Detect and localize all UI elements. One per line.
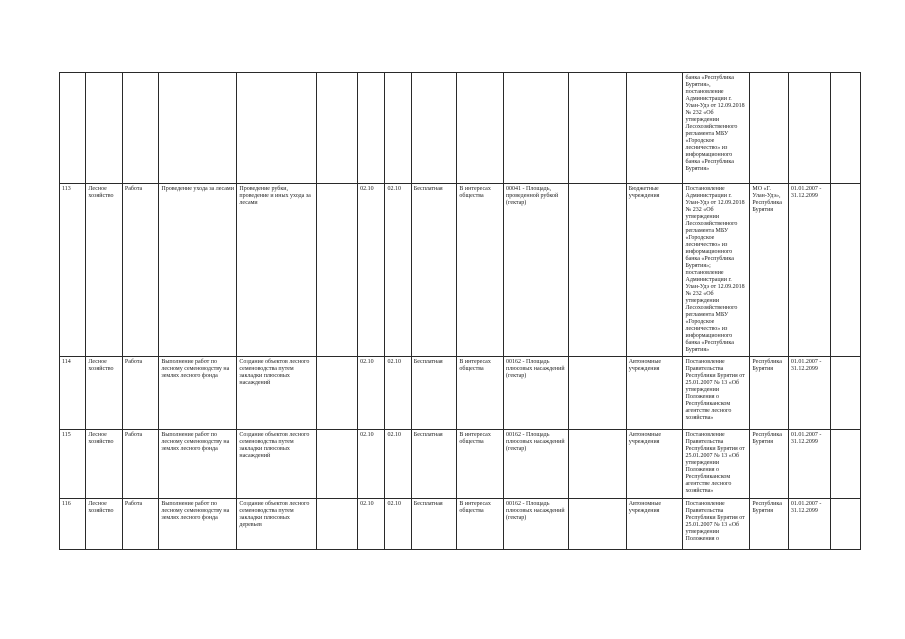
institution-type-cell: Автономные учреждения <box>626 430 683 499</box>
okved-code-cell: 02.10 <box>385 499 411 550</box>
consumer-cell: В интересах общества <box>457 430 504 499</box>
okved-code-cell: 02.10 <box>385 430 411 499</box>
row-number-cell <box>60 73 86 184</box>
row-number-cell: 116 <box>60 499 86 550</box>
extra-cell <box>831 430 861 499</box>
empty-cell <box>568 357 626 430</box>
founder-cell: Республика Бурятия <box>750 499 789 550</box>
period-cell: 01.01.2007 - 31.12.2099 <box>788 184 831 357</box>
period-cell: 01.01.2007 - 31.12.2099 <box>788 430 831 499</box>
empty-cell <box>568 499 626 550</box>
founder-cell: Республика Бурятия <box>750 357 789 430</box>
payment-cell: Бесплатная <box>411 499 457 550</box>
table-row <box>60 499 861 550</box>
table-row <box>60 430 861 499</box>
type-cell: Работа <box>122 357 159 430</box>
extra-cell <box>831 357 861 430</box>
activity-area-cell: Лесное хозяйство <box>86 499 123 550</box>
type-cell: Работа <box>122 499 159 550</box>
table-row <box>60 357 861 430</box>
institution-type-cell: Автономные учреждения <box>626 357 683 430</box>
okved-code-cell: 02.10 <box>358 357 385 430</box>
okved-code-cell: 02.10 <box>358 184 385 357</box>
okved-code-cell: 02.10 <box>385 357 411 430</box>
result-cell: Создание объектов лесного семеноводства путем закладки плюсовых насаждений <box>237 430 316 499</box>
measure-cell <box>504 73 569 184</box>
extra-cell <box>831 73 861 184</box>
payment-cell <box>411 73 457 184</box>
empty-cell <box>316 499 358 550</box>
period-cell: 01.01.2007 - 31.12.2099 <box>788 499 831 550</box>
service-name-cell: Проведение ухода за лесами <box>159 184 237 357</box>
service-name-cell: Выполнение работ по лесному семеноводству на землях лесного фонда <box>159 357 237 430</box>
consumer-cell: В интересах общества <box>457 499 504 550</box>
institution-type-cell: Бюджетные учреждения <box>626 184 683 357</box>
type-cell <box>122 73 159 184</box>
activity-area-cell: Лесное хозяйство <box>86 357 123 430</box>
activity-area-cell: Лесное хозяйство <box>86 430 123 499</box>
okved-code-cell: 02.10 <box>358 499 385 550</box>
result-cell: Создание объектов лесного семеноводства путем закладки плюсовых деревьев <box>237 499 316 550</box>
legal-basis-cell: Постановление Правительства Республики Бурятия от 25.01.2007 № 13 «Об утверждении Положения о Республиканском агентстве лесного хозяйства» <box>683 430 750 499</box>
legal-basis-cell: Постановление Администрации г. Улан-Удэ от 12.09.2018 № 232 «Об утверждении Лесохозяйственного регламента МБУ «Городское лесничество» из информационного банка «Республика Бурятия»; постановление Администрации г. Улан-Удэ от 12.09.2018 № 232 «Об утверждении Лесохозяйственного регламента МБУ «Городское лесничество» из информационного банка «Республика Бурятия» <box>683 184 750 357</box>
consumer-cell <box>457 73 504 184</box>
extra-cell <box>831 184 861 357</box>
okved-code-cell <box>358 73 385 184</box>
founder-cell: Республика Бурятия <box>750 430 789 499</box>
empty-cell <box>568 430 626 499</box>
empty-cell <box>568 184 626 357</box>
legal-basis-cell: Постановление Правительства Республики Бурятия от 25.01.2007 № 13 «Об утверждении Положения о <box>683 499 750 550</box>
period-cell: 01.01.2007 - 31.12.2099 <box>788 357 831 430</box>
row-number-cell: 115 <box>60 430 86 499</box>
result-cell <box>237 73 316 184</box>
measure-cell: 00162 - Площадь плюсовых насаждений (гектар) <box>504 430 569 499</box>
service-name-cell: Выполнение работ по лесному семеноводству на землях лесного фонда <box>159 430 237 499</box>
empty-cell <box>316 184 358 357</box>
institution-type-cell: Автономные учреждения <box>626 499 683 550</box>
okved-code-cell: 02.10 <box>358 430 385 499</box>
period-cell <box>788 73 831 184</box>
okved-code-cell: 02.10 <box>385 184 411 357</box>
measure-cell: 00162 - Площадь плюсовых насаждений (гектар) <box>504 499 569 550</box>
payment-cell: Бесплатная <box>411 357 457 430</box>
consumer-cell: В интересах общества <box>457 357 504 430</box>
table-row <box>60 73 861 184</box>
table-row <box>60 184 861 357</box>
row-number-cell: 114 <box>60 357 86 430</box>
extra-cell <box>831 499 861 550</box>
empty-cell <box>568 73 626 184</box>
activity-area-cell: Лесное хозяйство <box>86 184 123 357</box>
activity-area-cell <box>86 73 123 184</box>
empty-cell <box>316 73 358 184</box>
consumer-cell: В интересах общества <box>457 184 504 357</box>
service-name-cell: Выполнение работ по лесному семеноводству на землях лесного фонда <box>159 499 237 550</box>
payment-cell: Бесплатная <box>411 184 457 357</box>
payment-cell: Бесплатная <box>411 430 457 499</box>
service-name-cell <box>159 73 237 184</box>
type-cell: Работа <box>122 184 159 357</box>
okved-code-cell <box>385 73 411 184</box>
legal-basis-cell: банка «Республика Бурятия», постановление Администрации г. Улан-Удэ от 12.09.2018 № 232 «Об утверждении Лесохозяйственного регламента МБУ «Городское лесничество» из информационного банка «Республика Бурятия» <box>683 73 750 184</box>
row-number-cell: 113 <box>60 184 86 357</box>
result-cell: Проведение рубки, проведение и иных ухода за лесами <box>237 184 316 357</box>
services-register-table <box>59 72 861 550</box>
measure-cell: 00041 - Площадь, проведенной рубкой (гектар) <box>504 184 569 357</box>
institution-type-cell <box>626 73 683 184</box>
empty-cell <box>316 357 358 430</box>
legal-basis-cell: Постановление Правительства Республики Бурятия от 25.01.2007 № 13 «Об утверждении Положения о Республиканском агентстве лесного хозяйства» <box>683 357 750 430</box>
founder-cell: МО «Г. Улан-Удэ», Республика Бурятия <box>750 184 789 357</box>
founder-cell <box>750 73 789 184</box>
empty-cell <box>316 430 358 499</box>
result-cell: Создание объектов лесного семеноводства путем закладки плюсовых насаждений <box>237 357 316 430</box>
type-cell: Работа <box>122 430 159 499</box>
measure-cell: 00162 - Площадь плюсовых насаждений (гектар) <box>504 357 569 430</box>
